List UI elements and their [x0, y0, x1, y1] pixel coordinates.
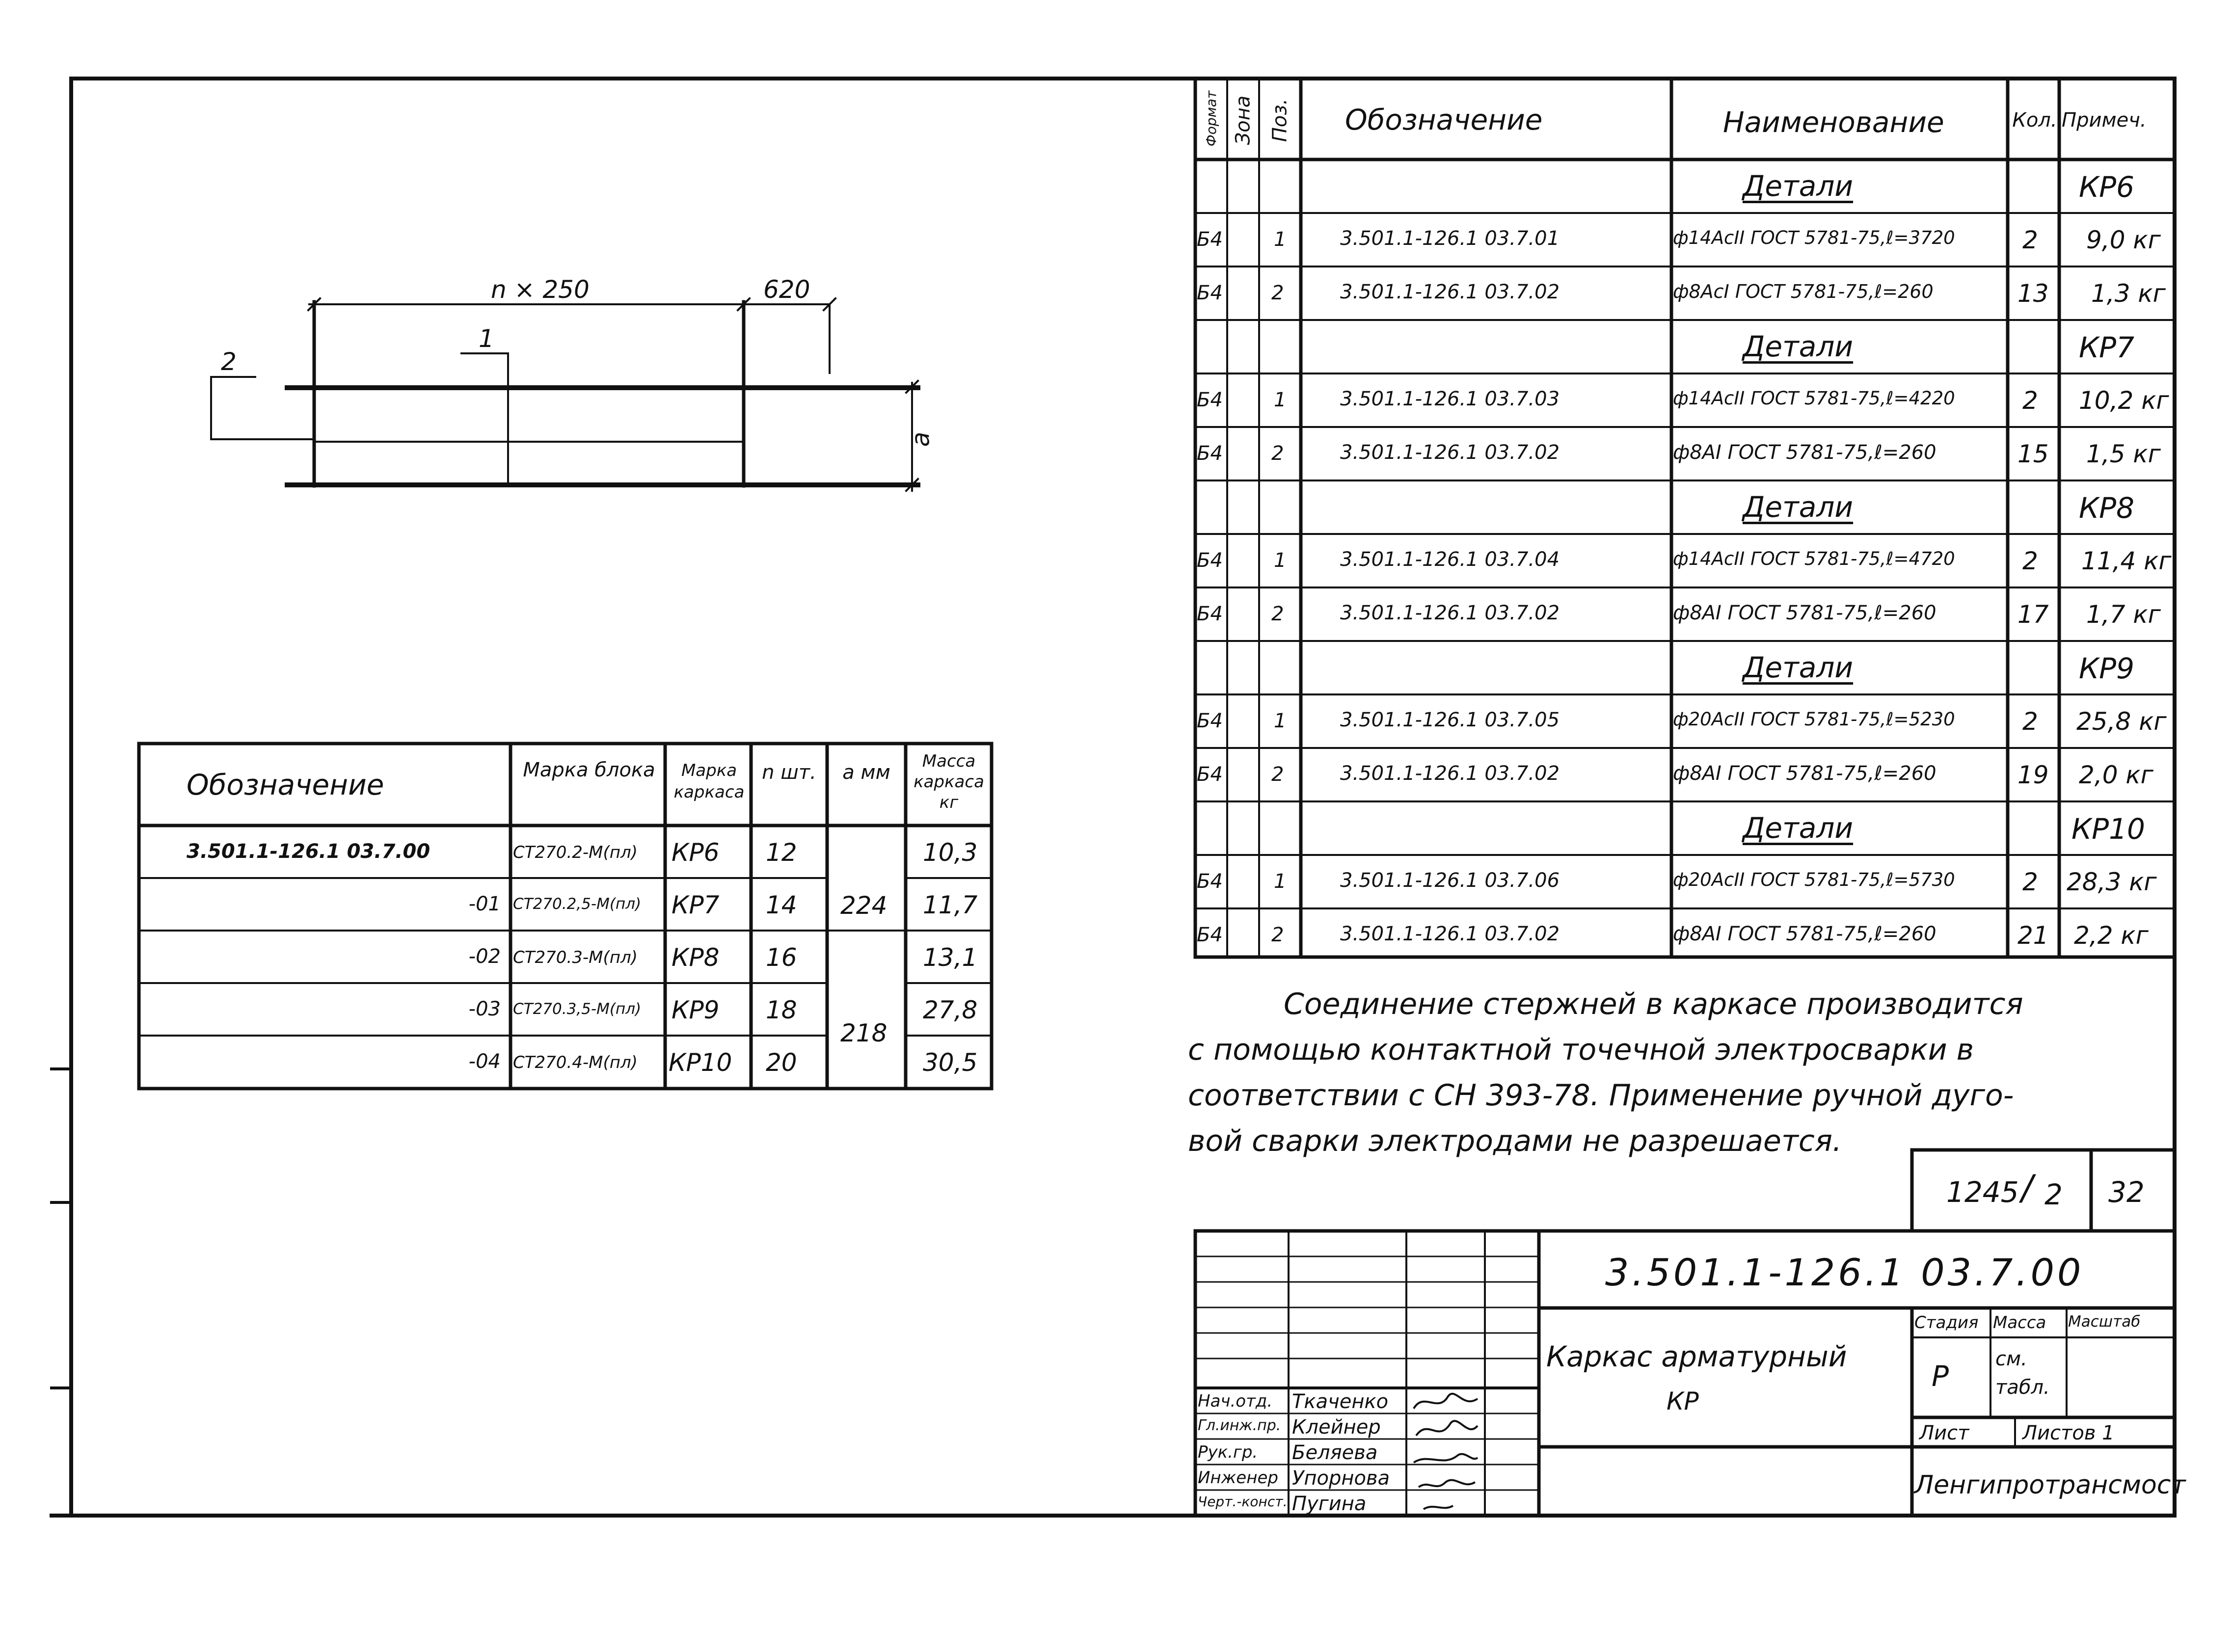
g2-r1-pos: 1: [1274, 389, 1287, 411]
sheet-code-number: 1245: [1946, 1175, 2019, 1209]
group-2-mark: КР7: [2079, 331, 2135, 364]
row-3-designation: -02: [468, 945, 501, 968]
g4-r2-qty: 19: [2017, 761, 2049, 789]
col-mass-header: Масса каркаса кг: [914, 751, 984, 812]
stage-label: Стадия: [1914, 1313, 1979, 1332]
g3-r1-qty: 2: [2022, 547, 2038, 575]
g4-r2-designation: 3.501.1-126.1 03.7.02: [1340, 762, 1560, 785]
group-5-mark: КР10: [2071, 812, 2145, 846]
group-3-mark: КР8: [2079, 491, 2135, 525]
g4-r2-pos: 2: [1271, 763, 1284, 786]
row-3-frame: КР8: [672, 943, 720, 972]
stage-value: Р: [1932, 1359, 1949, 1393]
welding-note: [1188, 982, 2145, 1164]
g4-r1-qty: 2: [2022, 707, 2038, 736]
g4-r2-format: Б4: [1197, 763, 1223, 786]
g2-r2-format: Б4: [1197, 442, 1223, 465]
g4-r2-note: 2,0 кг: [2079, 761, 2153, 789]
group-1-title: Детали: [1743, 169, 1854, 203]
g5-r1-pos: 1: [1274, 870, 1287, 893]
g2-r2-name: ф8АI ГОСТ 5781-75,ℓ=260: [1673, 441, 1936, 464]
g3-r2-note: 1,7 кг: [2086, 600, 2161, 629]
g3-r1-designation: 3.501.1-126.1 03.7.04: [1340, 548, 1560, 571]
note-line-4: вой сварки электродами не разрешается.: [1188, 1124, 1842, 1158]
col-format-header: Формат: [1203, 90, 1219, 147]
col-n-header: n шт.: [762, 761, 816, 784]
group-2-title: Детали: [1743, 330, 1854, 363]
g3-r1-note: 11,4 кг: [2081, 547, 2172, 575]
col-designation-header: Обозначение: [187, 768, 384, 801]
a-value-224: 224: [840, 891, 887, 920]
sheet-code-denominator: 2: [2044, 1178, 2063, 1211]
row-3-block: СТ270.3-М(пл): [513, 948, 638, 967]
g2-r1-designation: 3.501.1-126.1 03.7.03: [1340, 388, 1560, 410]
sheet-code-slash: /: [2021, 1168, 2033, 1208]
g3-r2-pos: 2: [1271, 603, 1284, 625]
staff-4-name: Упорнова: [1292, 1467, 1390, 1490]
g5-r1-designation: 3.501.1-126.1 03.7.06: [1340, 869, 1560, 892]
staff-5-role: Черт.-конст.: [1198, 1493, 1288, 1510]
g2-r2-qty: 15: [2017, 440, 2049, 468]
g3-r1-format: Б4: [1197, 549, 1223, 572]
row-5-frame: КР10: [669, 1048, 732, 1077]
row-1-n: 12: [766, 838, 797, 867]
col-designation-header: Обозначение: [1345, 103, 1543, 136]
g4-r2-name: ф8АI ГОСТ 5781-75,ℓ=260: [1673, 762, 1936, 785]
row-5-block: СТ270.4-М(пл): [513, 1053, 638, 1072]
g2-r1-note: 10,2 кг: [2079, 386, 2169, 415]
row-2-designation: -01: [468, 893, 501, 915]
row-2-block: СТ270.2,5-М(пл): [513, 895, 642, 913]
g1-r1-designation: 3.501.1-126.1 03.7.01: [1340, 227, 1560, 250]
g3-r2-format: Б4: [1197, 603, 1223, 625]
g2-r2-note: 1,5 кг: [2086, 440, 2161, 468]
row-4-block: СТ270.3,5-М(пл): [513, 1000, 642, 1018]
note-line-1: Соединение стержней в каркасе производится: [1284, 987, 2023, 1021]
g5-r2-name: ф8АI ГОСТ 5781-75,ℓ=260: [1673, 923, 1936, 945]
position-2-label: 2: [221, 347, 237, 376]
row-4-mass: 27,8: [923, 996, 978, 1024]
staff-4-role: Инженер: [1198, 1468, 1278, 1488]
g4-r1-designation: 3.501.1-126.1 03.7.05: [1340, 709, 1560, 731]
g1-r2-pos: 2: [1271, 282, 1284, 304]
a-value-218: 218: [840, 1019, 887, 1047]
mass-value: см. табл.: [1995, 1348, 2050, 1399]
g1-r2-designation: 3.501.1-126.1 03.7.02: [1340, 281, 1560, 303]
drawing-name-line1: Каркас арматурный: [1546, 1340, 1847, 1373]
staff-1-role: Нач.отд.: [1198, 1391, 1273, 1411]
col-pos-header: Поз.: [1268, 98, 1291, 142]
staff-2-role: Гл.инж.пр.: [1198, 1417, 1281, 1434]
col-a-header: a мм: [842, 761, 890, 784]
row-4-n: 18: [766, 996, 797, 1024]
g4-r1-pos: 1: [1274, 710, 1287, 732]
sheets-label: Листов 1: [2022, 1422, 2115, 1444]
g4-r1-name: ф20АсII ГОСТ 5781-75,ℓ=5230: [1673, 709, 1955, 730]
g1-r1-pos: 1: [1274, 228, 1287, 251]
g3-r1-name: ф14АсII ГОСТ 5781-75,ℓ=4720: [1673, 548, 1955, 569]
g5-r2-designation: 3.501.1-126.1 03.7.02: [1340, 923, 1560, 945]
note-line-2: с помощью контактной точечной электросварки в: [1188, 1033, 1974, 1067]
staff-1-name: Ткаченко: [1292, 1390, 1389, 1413]
staff-2-name: Клейнер: [1292, 1416, 1381, 1439]
g1-r2-note: 1,3 кг: [2091, 279, 2166, 308]
col-note-header: Примеч.: [2062, 109, 2147, 132]
g1-r2-format: Б4: [1197, 282, 1223, 304]
sheet-label: Лист: [1919, 1422, 1969, 1444]
staff-3-role: Рук.гр.: [1198, 1442, 1258, 1462]
sheet-number: 32: [2108, 1175, 2145, 1209]
row-1-frame: КР6: [672, 838, 720, 867]
col-block-mark-header: Марка блока: [523, 759, 655, 781]
note-line-3: соответствии с СН 393-78. Применение ручной дуго-: [1188, 1078, 2014, 1113]
row-5-designation: -04: [468, 1050, 501, 1073]
g1-r1-note: 9,0 кг: [2086, 226, 2161, 254]
row-3-n: 16: [766, 943, 797, 972]
dim-right-label: 620: [763, 275, 810, 304]
g1-r1-name: ф14АсII ГОСТ 5781-75,ℓ=3720: [1673, 227, 1955, 248]
row-2-n: 14: [766, 891, 797, 919]
dim-top-label: n × 250: [491, 275, 590, 304]
row-2-frame: КР7: [672, 891, 720, 919]
group-5-title: Детали: [1743, 811, 1854, 845]
row-1-designation: 3.501.1-126.1 03.7.00: [187, 840, 430, 863]
col-qty-header: Кол.: [2012, 109, 2057, 132]
staff-5-name: Пугина: [1292, 1492, 1367, 1515]
drawing-name-line2: КР: [1667, 1387, 1699, 1415]
g2-r1-qty: 2: [2022, 386, 2038, 415]
row-1-block: СТ270.2-М(пл): [513, 843, 638, 862]
row-1-mass: 10,3: [923, 838, 978, 867]
organization-name: Ленгипротрансмост: [1914, 1470, 2186, 1500]
g4-r1-format: Б4: [1197, 710, 1223, 732]
dim-side-label: a: [906, 431, 935, 447]
g3-r2-designation: 3.501.1-126.1 03.7.02: [1340, 602, 1560, 624]
g5-r2-qty: 21: [2017, 921, 2049, 950]
mass-label: Масса: [1993, 1313, 2046, 1332]
g5-r1-note: 28,3 кг: [2067, 868, 2157, 896]
g5-r2-format: Б4: [1197, 924, 1223, 946]
g5-r2-pos: 2: [1271, 924, 1284, 946]
g3-r2-qty: 17: [2017, 600, 2049, 629]
signature-scribbles: [1409, 1389, 1482, 1514]
g2-r2-pos: 2: [1271, 442, 1284, 465]
staff-3-name: Беляева: [1292, 1441, 1378, 1464]
group-4-title: Детали: [1743, 651, 1854, 684]
row-3-mass: 13,1: [923, 943, 978, 972]
g2-r1-name: ф14АсII ГОСТ 5781-75,ℓ=4220: [1673, 388, 1955, 409]
document-designation: 3.501.1-126.1 03.7.00: [1605, 1251, 2084, 1294]
g5-r1-qty: 2: [2022, 868, 2038, 896]
col-zone-header: Зона: [1232, 95, 1255, 145]
g1-r1-qty: 2: [2022, 226, 2038, 254]
g4-r1-note: 25,8 кг: [2076, 707, 2167, 736]
row-2-mass: 11,7: [923, 891, 978, 919]
g1-r2-name: ф8АсI ГОСТ 5781-75,ℓ=260: [1673, 281, 1934, 302]
row-4-frame: КР9: [672, 996, 720, 1024]
group-4-mark: КР9: [2079, 652, 2135, 685]
g3-r2-name: ф8АI ГОСТ 5781-75,ℓ=260: [1673, 602, 1936, 624]
col-name-header: Наименование: [1723, 106, 1944, 139]
col-frame-mark-header: Марка каркаса: [673, 761, 745, 802]
group-1-mark: КР6: [2079, 170, 2135, 204]
row-4-designation: -03: [468, 998, 501, 1020]
row-5-mass: 30,5: [923, 1048, 978, 1077]
g1-r1-format: Б4: [1197, 228, 1223, 251]
row-5-n: 20: [766, 1048, 797, 1077]
scale-label: Масштаб: [2068, 1313, 2141, 1331]
g3-r1-pos: 1: [1274, 549, 1287, 572]
g2-r2-designation: 3.501.1-126.1 03.7.02: [1340, 441, 1560, 464]
group-3-title: Детали: [1743, 490, 1854, 524]
g5-r2-note: 2,2 кг: [2074, 921, 2149, 950]
g5-r1-name: ф20АсII ГОСТ 5781-75,ℓ=5730: [1673, 869, 1955, 890]
g2-r1-format: Б4: [1197, 389, 1223, 411]
g1-r2-qty: 13: [2017, 279, 2049, 308]
position-1-label: 1: [479, 324, 494, 353]
g5-r1-format: Б4: [1197, 870, 1223, 893]
